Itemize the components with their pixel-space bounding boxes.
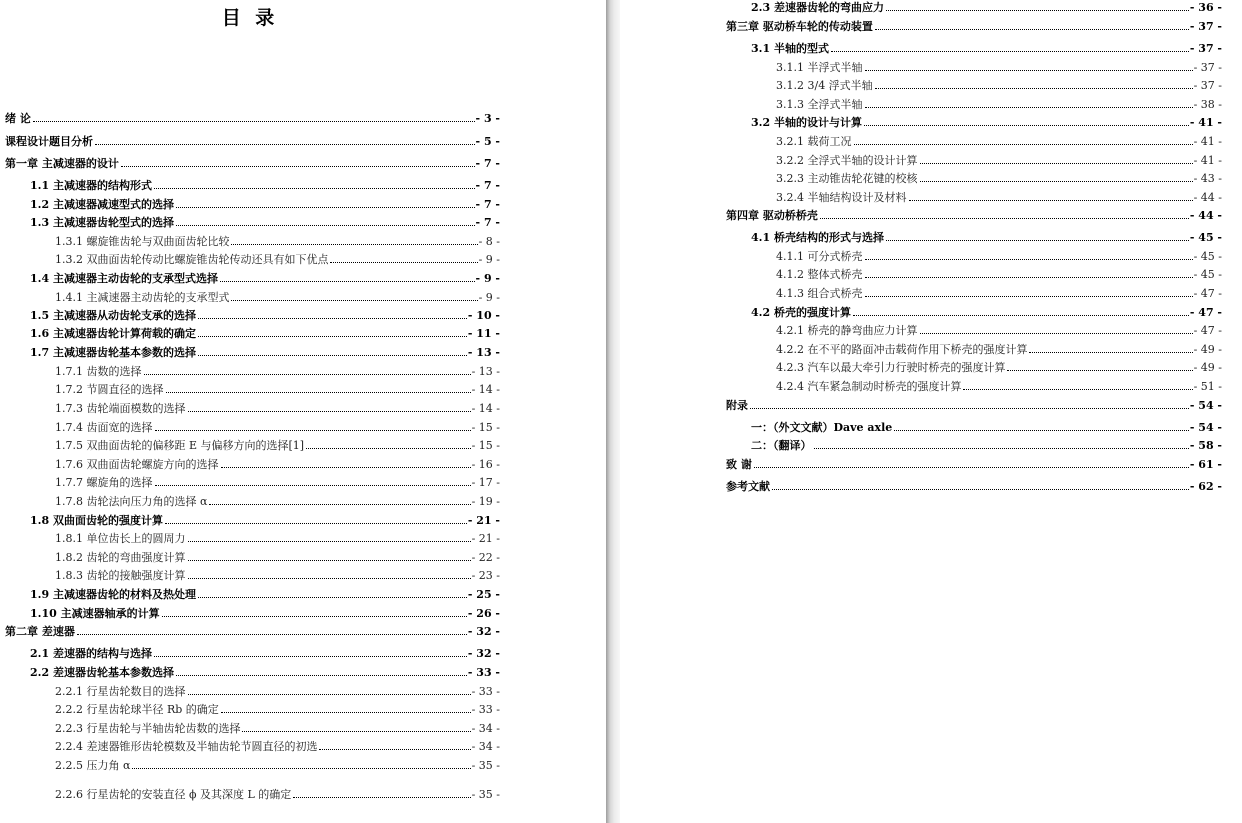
toc-entry-title: 一：（外文文献）Dave axle (751, 421, 893, 434)
toc-entry[interactable] (30, 665, 500, 679)
toc-entry-title: 2.1 差速器的结构与选择 (30, 647, 152, 660)
toc-entry[interactable] (726, 208, 1222, 222)
toc-entry[interactable] (776, 323, 1222, 337)
toc-entry-title: 参考文献 (726, 480, 770, 493)
toc-entry-page: - 32 - (467, 625, 500, 638)
toc-entry[interactable] (30, 308, 500, 322)
dot-leader (198, 318, 467, 319)
dot-leader (750, 408, 1189, 409)
toc-entry[interactable] (55, 684, 500, 698)
toc-entry[interactable] (5, 156, 500, 170)
dot-leader (155, 485, 471, 486)
toc-entry-title: 课程设计题目分析 (5, 135, 93, 148)
toc-entry-title: 第二章 差速器 (5, 625, 75, 638)
toc-entry-page: - 35 - (471, 788, 500, 801)
dot-leader (875, 29, 1189, 30)
dot-leader (77, 634, 467, 635)
toc-entry-page: - 43 - (1193, 172, 1222, 185)
toc-entry-title: 1.3.2 双曲面齿轮传动比螺旋锥齿轮传动还具有如下优点 (55, 253, 329, 266)
toc-entry-page: - 13 - (471, 365, 500, 378)
toc-entry-page: - 8 - (478, 235, 500, 248)
toc-entry[interactable] (55, 401, 500, 415)
toc-entry-title: 1.9 主减速器齿轮的材料及热处理 (30, 588, 196, 601)
toc-entry-title: 4.1.2 整体式桥壳 (776, 268, 863, 281)
toc-entry-page: - 45 - (1193, 268, 1222, 281)
toc-entry-page: - 15 - (471, 421, 500, 434)
toc-entry[interactable] (776, 153, 1222, 167)
toc-entry-title: 3.2.3 主动锥齿轮花键的校核 (776, 172, 918, 185)
toc-entry-page: - 58 - (1189, 439, 1222, 452)
toc-entry-title: 第一章 主减速器的设计 (5, 157, 119, 170)
toc-entry-page: - 54 - (1189, 421, 1222, 434)
toc-entry-title: 2.2.2 行星齿轮球半径 Rb 的确定 (55, 703, 219, 716)
dot-leader (144, 374, 471, 375)
toc-entry[interactable] (55, 568, 500, 582)
toc-entry-page: - 21 - (471, 532, 500, 545)
toc-entry[interactable] (55, 382, 500, 396)
toc-entry-page: - 17 - (471, 476, 500, 489)
dot-leader (132, 768, 470, 769)
dot-leader (814, 448, 1189, 449)
toc-entry-page: - 9 - (478, 291, 500, 304)
toc-entry-title: 1.7.3 齿轮端面模数的选择 (55, 402, 186, 415)
toc-entry-page: - 3 - (475, 112, 500, 125)
toc-entry-page: - 47 - (1189, 306, 1222, 319)
toc-entry-title: 3.1.1 半浮式半轴 (776, 61, 863, 74)
dot-leader (221, 712, 471, 713)
dot-leader (865, 70, 1193, 71)
dot-leader (209, 504, 470, 505)
toc-entry[interactable] (751, 420, 1222, 434)
dot-leader (176, 225, 475, 226)
dot-leader (865, 296, 1193, 297)
toc-entry[interactable] (5, 624, 500, 638)
dot-leader (95, 144, 475, 145)
toc-entry-title: 3.2.2 全浮式半轴的设计计算 (776, 154, 918, 167)
dot-leader (188, 694, 471, 695)
toc-entry-page: - 5 - (475, 135, 500, 148)
toc-entry-title: 1.3 主减速器齿轮型式的选择 (30, 216, 174, 229)
toc-entry-title: 1.5 主减速器从动齿轮支承的选择 (30, 309, 196, 322)
toc-entry-title: 1.7.8 齿轮法向压力角的选择 α (55, 495, 208, 508)
dot-leader (231, 244, 477, 245)
toc-entry[interactable] (55, 457, 500, 471)
toc-entry[interactable] (30, 271, 500, 285)
toc-entry-title: 1.7.4 齿面宽的选择 (55, 421, 153, 434)
toc-entry-page: - 38 - (1193, 98, 1222, 111)
toc-entry[interactable] (776, 97, 1222, 111)
dot-leader (188, 560, 471, 561)
toc-entry-page: - 44 - (1189, 209, 1222, 222)
toc-entry[interactable] (776, 78, 1222, 92)
toc-entry-title: 1.7.7 螺旋角的选择 (55, 476, 153, 489)
toc-entry[interactable] (776, 286, 1222, 300)
dot-leader (154, 188, 475, 189)
toc-entry-page: - 54 - (1189, 399, 1222, 412)
toc-entry[interactable] (776, 360, 1222, 374)
toc-entry-title: 4.1 桥壳结构的形式与选择 (751, 231, 884, 244)
dot-leader (176, 207, 475, 208)
dot-leader (198, 336, 467, 337)
toc-entry-page: - 7 - (475, 157, 500, 170)
toc-entry[interactable] (30, 197, 500, 211)
toc-entry-title: 第四章 驱动桥桥壳 (726, 209, 818, 222)
toc-entry-title: 2.2 差速器齿轮基本参数选择 (30, 666, 174, 679)
toc-entry-page: - 9 - (478, 253, 500, 266)
toc-entry[interactable] (55, 758, 500, 772)
dot-leader (176, 675, 467, 676)
toc-entry-page: - 32 - (467, 647, 500, 660)
dot-leader (221, 467, 471, 468)
toc-entry-title: 4.2.1 桥壳的静弯曲应力计算 (776, 324, 918, 337)
toc-entry[interactable] (55, 234, 500, 248)
toc-entry-page: - 44 - (1193, 191, 1222, 204)
toc-entry[interactable] (55, 364, 500, 378)
toc-entry-title: 4.2.2 在不平的路面冲击载荷作用下桥壳的强度计算 (776, 343, 1028, 356)
toc-entry-page: - 7 - (475, 198, 500, 211)
toc-entry[interactable] (776, 190, 1222, 204)
dot-leader (220, 281, 475, 282)
toc-entry-page: - 62 - (1189, 480, 1222, 493)
toc-entry-page: - 13 - (467, 346, 500, 359)
toc-entry[interactable] (30, 646, 500, 660)
dot-leader (1029, 352, 1192, 353)
dot-leader (854, 144, 1193, 145)
dot-leader (865, 107, 1193, 108)
dot-leader (909, 200, 1193, 201)
toc-entry[interactable] (751, 115, 1222, 129)
dot-leader (188, 541, 471, 542)
dot-leader (166, 392, 471, 393)
dot-leader (886, 240, 1189, 241)
toc-entry-title: 1.1 主减速器的结构形式 (30, 179, 152, 192)
toc-entry-title: 4.2.4 汽车紧急制动时桥壳的强度计算 (776, 380, 962, 393)
toc-entry[interactable] (5, 111, 500, 125)
toc-entry[interactable] (30, 345, 500, 359)
toc-entry[interactable] (55, 494, 500, 508)
toc-entry[interactable] (55, 787, 500, 801)
toc-entry-title: 2.3 差速器齿轮的弯曲应力 (751, 1, 884, 14)
toc-entry-page: - 37 - (1193, 79, 1222, 92)
toc-entry-page: - 37 - (1189, 42, 1222, 55)
toc-entry-page: - 47 - (1193, 324, 1222, 337)
toc-entry-title: 1.7.5 双曲面齿轮的偏移距 E 与偏移方向的选择[1] (55, 439, 305, 452)
dot-leader (154, 656, 467, 657)
dot-leader (231, 300, 477, 301)
toc-entry-title: 1.8.3 齿轮的接触强度计算 (55, 569, 186, 582)
dot-leader (198, 597, 467, 598)
toc-entry-page: - 22 - (471, 551, 500, 564)
toc-entry-title: 4.2.3 汽车以最大牵引力行驶时桥壳的强度计算 (776, 361, 1006, 374)
toc-entry-title: 2.2.5 压力角 α (55, 759, 131, 772)
toc-entry[interactable] (55, 290, 500, 304)
toc-entry-title: 1.7.6 双曲面齿轮螺旋方向的选择 (55, 458, 219, 471)
toc-entry-page: - 9 - (475, 272, 500, 285)
dot-leader (754, 467, 1189, 468)
dot-leader (155, 430, 471, 431)
dot-leader (963, 389, 1192, 390)
toc-entry-title: 绪 论 (5, 112, 31, 125)
toc-entry-page: - 37 - (1189, 20, 1222, 33)
toc-entry[interactable] (751, 0, 1222, 14)
dot-leader (894, 430, 1189, 431)
toc-entry[interactable] (30, 587, 500, 601)
dot-leader (820, 218, 1189, 219)
dot-leader (293, 797, 470, 798)
dot-leader (920, 163, 1193, 164)
toc-entry-page: - 11 - (467, 327, 500, 340)
toc-entry-title: 2.2.1 行星齿轮数目的选择 (55, 685, 186, 698)
toc-entry-title: 第三章 驱动桥车轮的传动装置 (726, 20, 873, 33)
toc-entry-title: 1.6 主减速器齿轮计算荷载的确定 (30, 327, 196, 340)
dot-leader (1007, 370, 1192, 371)
toc-entry-title: 1.4.1 主减速器主动齿轮的支承型式 (55, 291, 230, 304)
toc-entry-title: 1.7.1 齿数的选择 (55, 365, 142, 378)
toc-entry-title: 1.7 主减速器齿轮基本参数的选择 (30, 346, 196, 359)
toc-entry-page: - 49 - (1193, 343, 1222, 356)
toc-entry[interactable] (55, 475, 500, 489)
toc-entry-title: 2.2.6 行星齿轮的安装直径 ϕ 及其深度 L 的确定 (55, 788, 292, 801)
dot-leader (121, 166, 475, 167)
toc-entry[interactable] (751, 438, 1222, 452)
page-divider (606, 0, 620, 823)
dot-leader (853, 315, 1189, 316)
toc-entry-title: 1.10 主减速器轴承的计算 (30, 607, 160, 620)
toc-entry-title: 二：（翻译） (751, 439, 812, 452)
toc-entry-page: - 19 - (471, 495, 500, 508)
toc-entry[interactable] (726, 19, 1222, 33)
toc-entry-page: - 34 - (471, 722, 500, 735)
dot-leader (330, 262, 477, 263)
dot-leader (188, 411, 471, 412)
toc-entry[interactable] (726, 457, 1222, 471)
toc-entry-page: - 41 - (1193, 135, 1222, 148)
toc-entry-page: - 47 - (1193, 287, 1222, 300)
toc-entry[interactable] (751, 230, 1222, 244)
toc-entry[interactable] (55, 550, 500, 564)
toc-entry-title: 3.2.4 半轴结构设计及材料 (776, 191, 907, 204)
toc-entry[interactable] (751, 41, 1222, 55)
toc-entry-page: - 33 - (471, 685, 500, 698)
toc-entry[interactable] (55, 420, 500, 434)
toc-entry[interactable] (751, 305, 1222, 319)
toc-entry-title: 3.2.1 载荷工况 (776, 135, 852, 148)
toc-entry-title: 1.8.2 齿轮的弯曲强度计算 (55, 551, 186, 564)
toc-entry-title: 1.2 主减速器减速型式的选择 (30, 198, 174, 211)
dot-leader (188, 578, 471, 579)
toc-entry-page: - 7 - (475, 216, 500, 229)
dot-leader (772, 489, 1189, 490)
toc-entry[interactable] (776, 379, 1222, 393)
toc-entry[interactable] (55, 252, 500, 266)
toc-entry-title: 1.4 主减速器主动齿轮的支承型式选择 (30, 272, 218, 285)
toc-entry-page: - 14 - (471, 402, 500, 415)
dot-leader (920, 333, 1193, 334)
toc-entry[interactable] (55, 438, 500, 452)
toc-entry-title: 2.2.4 差速器锥形齿轮模数及半轴齿轮节圆直径的初选 (55, 740, 318, 753)
dot-leader (920, 181, 1193, 182)
toc-entry-page: - 37 - (1193, 61, 1222, 74)
toc-entry-page: - 36 - (1189, 1, 1222, 14)
toc-entry-title: 3.2 半轴的设计与计算 (751, 116, 862, 129)
dot-leader (165, 523, 467, 524)
toc-entry-title: 3.1 半轴的型式 (751, 42, 829, 55)
toc-page-left (0, 0, 606, 823)
toc-entry[interactable] (55, 531, 500, 545)
toc-entry[interactable] (776, 171, 1222, 185)
toc-entry-page: - 35 - (471, 759, 500, 772)
toc-entry-page: - 33 - (467, 666, 500, 679)
toc-entry-title: 3.1.3 全浮式半轴 (776, 98, 863, 111)
dot-leader (198, 355, 467, 356)
toc-entry[interactable] (776, 134, 1222, 148)
dot-leader (886, 10, 1189, 11)
toc-entry-title: 致 谢 (726, 458, 752, 471)
toc-entry-page: - 7 - (475, 179, 500, 192)
toc-entry-title: 1.7.2 节圆直径的选择 (55, 383, 164, 396)
dot-leader (306, 448, 470, 449)
toc-entry-page: - 25 - (467, 588, 500, 601)
toc-entry[interactable] (30, 215, 500, 229)
toc-entry[interactable] (5, 134, 500, 148)
toc-entry-page: - 21 - (467, 514, 500, 527)
toc-entry-page: - 45 - (1189, 231, 1222, 244)
toc-entry-title: 4.2 桥壳的强度计算 (751, 306, 851, 319)
toc-entry[interactable] (55, 721, 500, 735)
toc-entry-page: - 51 - (1193, 380, 1222, 393)
toc-entry[interactable] (776, 342, 1222, 356)
dot-leader (865, 259, 1193, 260)
toc-entry[interactable] (55, 739, 500, 753)
toc-entry-page: - 34 - (471, 740, 500, 753)
toc-entry[interactable] (30, 178, 500, 192)
toc-entry-page: - 23 - (471, 569, 500, 582)
toc-entry-page: - 16 - (471, 458, 500, 471)
toc-entry[interactable] (30, 513, 500, 527)
toc-title: 目 录 (221, 7, 279, 29)
toc-entry[interactable] (726, 479, 1222, 493)
toc-entry-title: 4.1.1 可分式桥壳 (776, 250, 863, 263)
toc-entry-page: - 49 - (1193, 361, 1222, 374)
dot-leader (33, 121, 475, 122)
toc-entry-title: 3.1.2 3/4 浮式半轴 (776, 79, 873, 92)
toc-entry[interactable] (776, 267, 1222, 281)
dot-leader (319, 749, 470, 750)
toc-entry-page: - 41 - (1189, 116, 1222, 129)
toc-entry[interactable] (726, 398, 1222, 412)
toc-entry-page: - 10 - (467, 309, 500, 322)
toc-entry[interactable] (30, 326, 500, 340)
dot-leader (875, 88, 1193, 89)
dot-leader (831, 51, 1189, 52)
toc-entry[interactable] (776, 60, 1222, 74)
toc-entry[interactable] (30, 606, 500, 620)
toc-entry-page: - 26 - (467, 607, 500, 620)
toc-page-right (620, 0, 1242, 823)
toc-entry-page: - 33 - (471, 703, 500, 716)
toc-entry-page: - 61 - (1189, 458, 1222, 471)
toc-entry-title: 1.3.1 螺旋锥齿轮与双曲面齿轮比较 (55, 235, 230, 248)
toc-entry-page: - 15 - (471, 439, 500, 452)
toc-entry[interactable] (55, 702, 500, 716)
toc-entry-page: - 45 - (1193, 250, 1222, 263)
toc-entry-title: 附录 (726, 399, 748, 412)
toc-entry-title: 4.1.3 组合式桥壳 (776, 287, 863, 300)
dot-leader (864, 125, 1189, 126)
dot-leader (865, 277, 1193, 278)
toc-entry-title: 1.8.1 单位齿长上的圆周力 (55, 532, 186, 545)
toc-entry-title: 1.8 双曲面齿轮的强度计算 (30, 514, 163, 527)
toc-entry[interactable] (776, 249, 1222, 263)
toc-entry-title: 2.2.3 行星齿轮与半轴齿轮齿数的选择 (55, 722, 241, 735)
toc-entry-page: - 41 - (1193, 154, 1222, 167)
toc-entry-page: - 14 - (471, 383, 500, 396)
dot-leader (162, 616, 467, 617)
dot-leader (242, 731, 470, 732)
